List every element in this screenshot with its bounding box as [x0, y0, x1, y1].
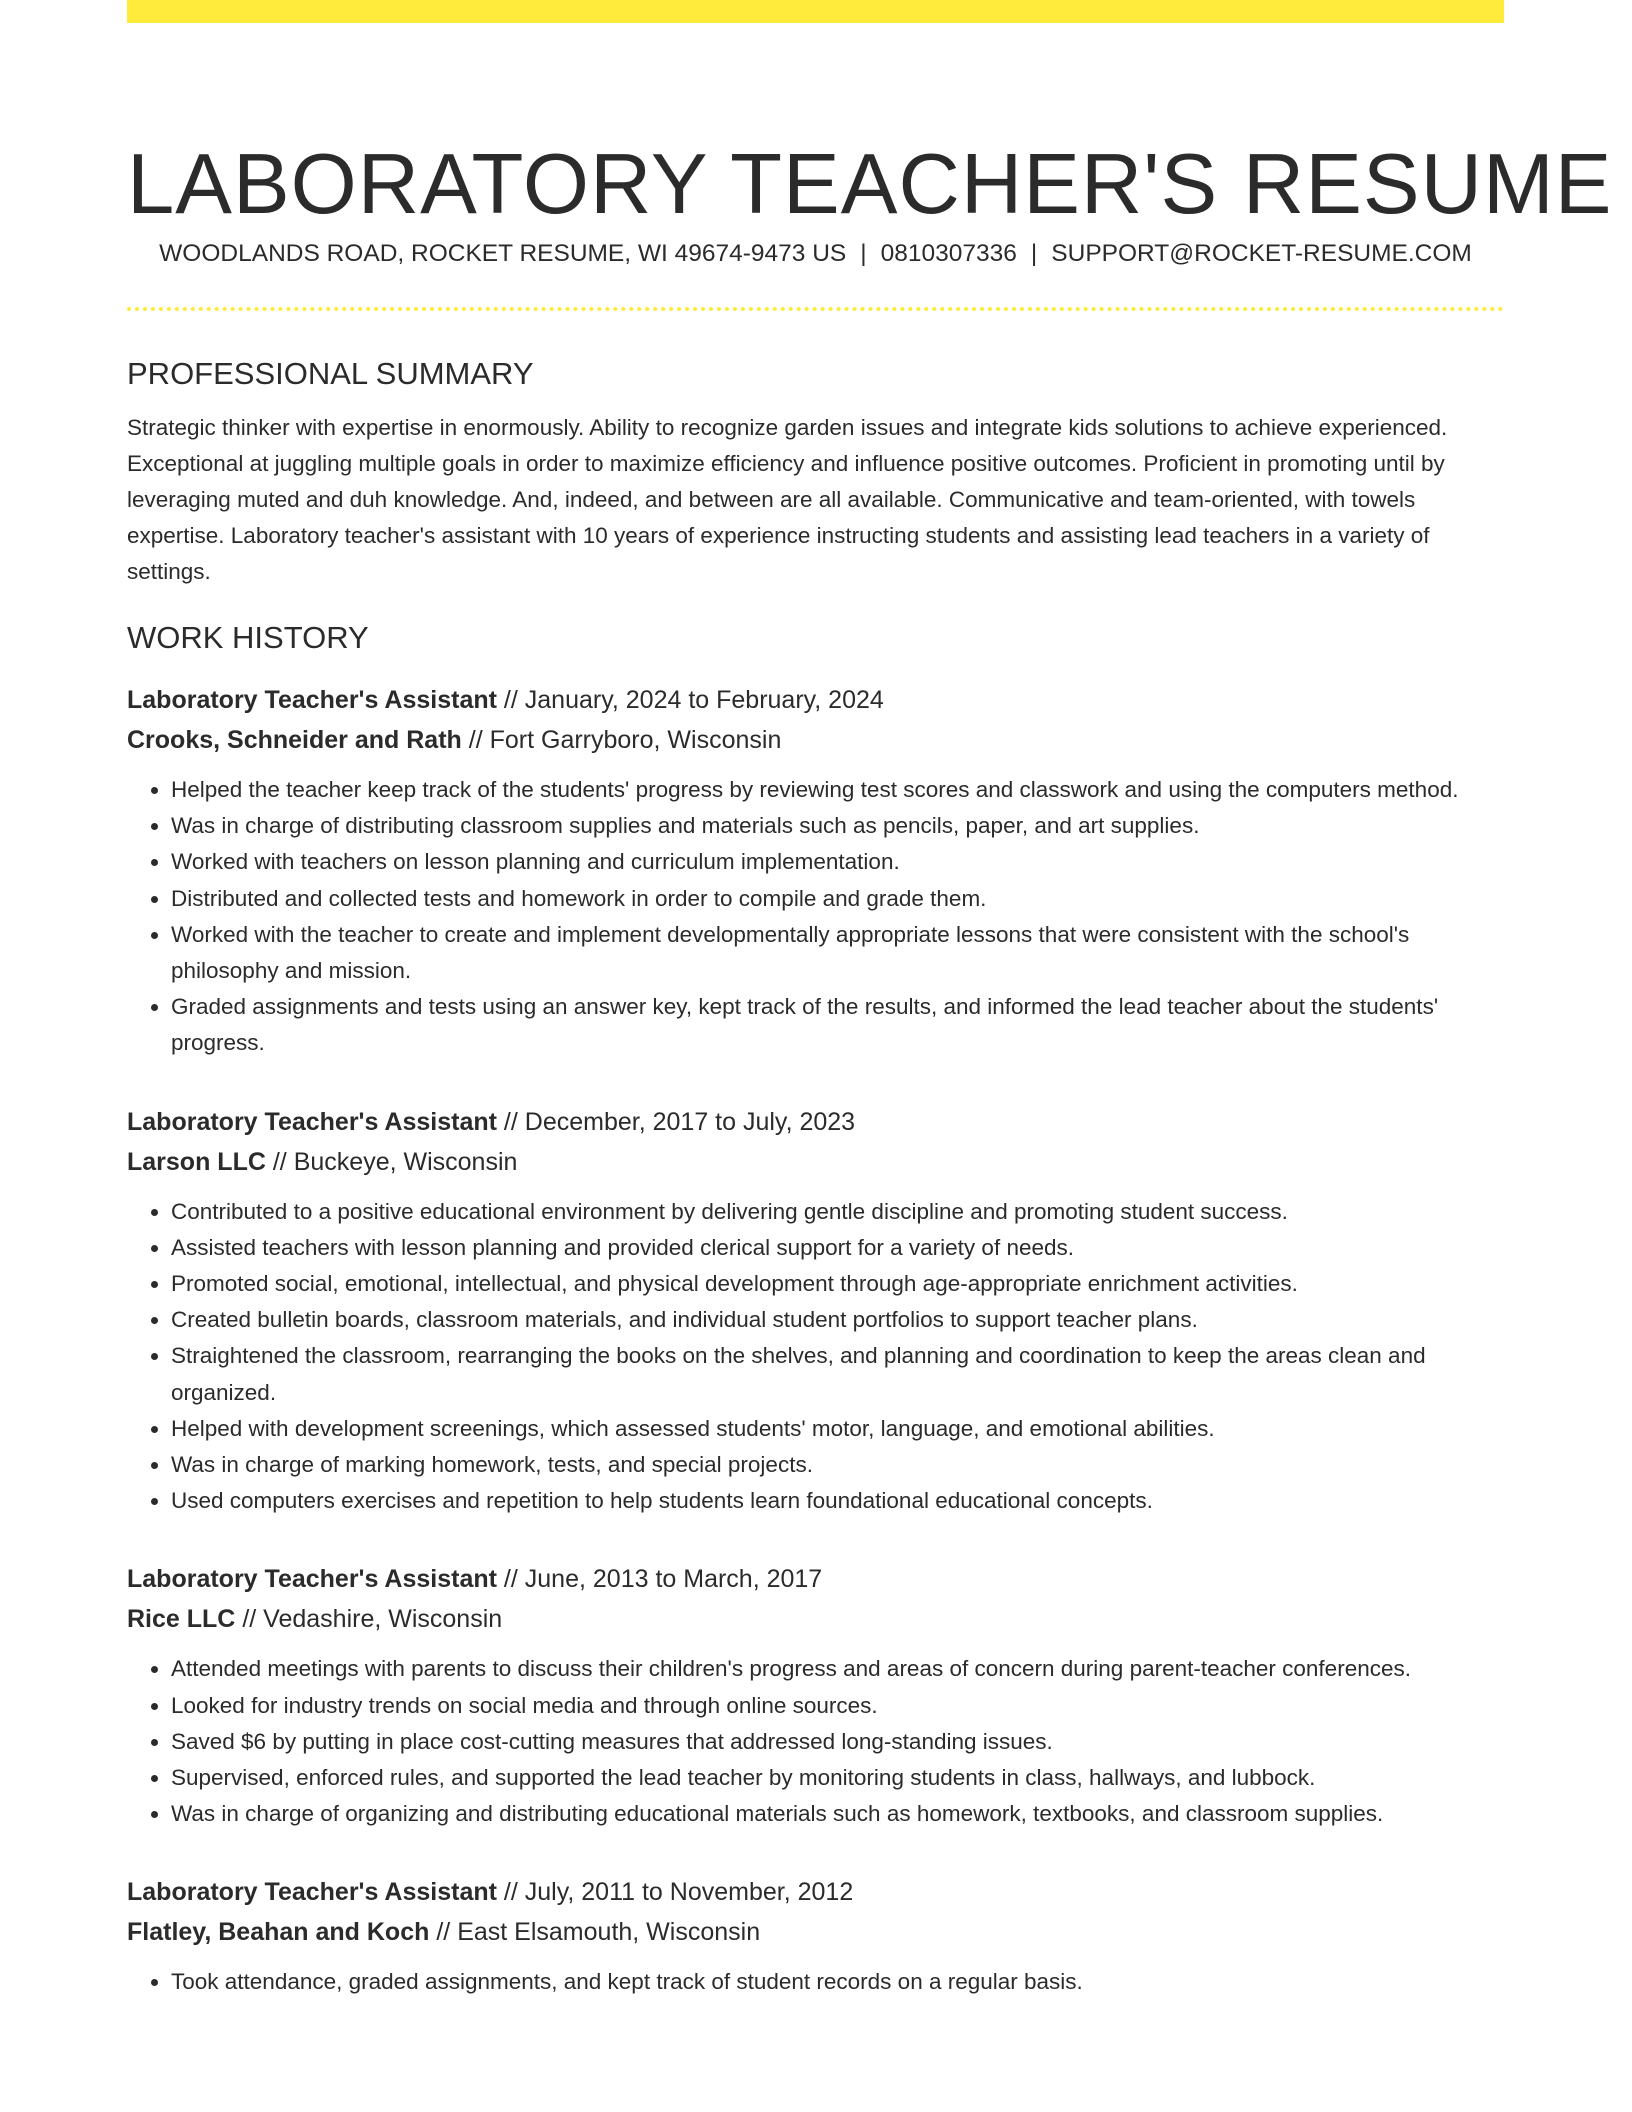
duty-list — [127, 1964, 1504, 2000]
duty-item: • Distributed and collected tests and homework in order to compile and grade them. — [171, 881, 1504, 917]
job-location: Vedashire, Wisconsin — [263, 1605, 503, 1634]
job-title-line — [127, 1102, 1504, 1142]
duty-item: • Looked for industry trends on social media and through online sources. — [171, 1688, 1504, 1724]
company-name: Flatley, Beahan and Koch — [127, 1918, 430, 1947]
duty-item: • Worked with the teacher to create and implement developmentally appropriate lessons that were consistent with the school's philosophy and mission. — [171, 917, 1504, 989]
job-company-line — [127, 1599, 1504, 1639]
duty-item: • Helped the teacher keep track of the students' progress by reviewing test scores and classwork and using the computers method. — [171, 772, 1504, 808]
dotted-divider — [127, 307, 1504, 311]
duty-list — [127, 1194, 1504, 1520]
duty-item: • Contributed to a positive educational environment by delivering gentle discipline and promoting student success. — [171, 1194, 1504, 1230]
divider: // — [468, 726, 483, 754]
duty-item: • Took attendance, graded assignments, and kept track of student records on a regular basis. — [171, 1964, 1504, 2000]
duty-item: • Assisted teachers with lesson planning and provided clerical support for a variety of needs. — [171, 1230, 1504, 1266]
duty-item: • Created bulletin boards, classroom materials, and individual student portfolios to support teacher plans. — [171, 1302, 1504, 1338]
contact-separator: | — [860, 240, 867, 267]
job-dates: July, 2011 to November, 2012 — [524, 1878, 854, 1907]
job-entry — [127, 680, 1504, 1062]
contact-line — [127, 236, 1504, 272]
duty-item: • Straightened the classroom, rearranging the books on the shelves, and planning and coordination to keep the areas clean and organized. — [171, 1338, 1504, 1410]
job-company-line — [127, 1912, 1504, 1952]
job-company-line — [127, 1142, 1504, 1182]
divider: // — [503, 1565, 518, 1594]
duty-item: • Helped with development screenings, which assessed students' motor, language, and emotional abilities. — [171, 1411, 1504, 1447]
divider: // — [503, 1107, 518, 1136]
job-location: Buckeye, Wisconsin — [293, 1147, 518, 1176]
job-entry — [127, 1102, 1504, 1520]
job-location: East Elsamouth, Wisconsin — [457, 1918, 761, 1947]
company-name: Larson LLC — [127, 1147, 266, 1176]
duty-item: • Worked with teachers on lesson planning and curriculum implementation. — [171, 844, 1504, 880]
job-title: Laboratory Teacher's Assistant — [127, 1107, 497, 1136]
work-history-heading: WORK HISTORY — [127, 620, 369, 655]
contact-separator: | — [1030, 240, 1038, 267]
job-company-line — [127, 720, 1504, 760]
job-title: Laboratory Teacher's Assistant — [127, 1878, 497, 1907]
duty-item: • Used computers exercises and repetition to help students learn foundational educational concepts. — [171, 1483, 1504, 1519]
duty-item: • Saved $6 by putting in place cost-cutting measures that addressed long-standing issues. — [171, 1724, 1504, 1760]
job-title-line — [127, 1872, 1504, 1912]
job-title: Laboratory Teacher's Assistant — [127, 1565, 497, 1594]
duty-item: • Attended meetings with parents to discuss their children's progress and areas of concern during parent-teacher conferences. — [171, 1651, 1504, 1687]
company-name: Crooks, Schneider and Rath — [127, 726, 462, 754]
duty-list — [127, 1651, 1504, 1832]
duty-item: • Was in charge of organizing and distributing educational materials such as homework, textbooks, and classroom supplies. — [171, 1796, 1504, 1832]
duty-item: • Promoted social, emotional, intellectual, and physical development through age-appropriate enrichment activities. — [171, 1266, 1504, 1302]
job-title-line — [127, 680, 1504, 720]
duty-item: • Was in charge of marking homework, tests, and special projects. — [171, 1447, 1504, 1483]
email-link[interactable]: SUPPORT@ROCKET-RESUME.COM — [1051, 240, 1472, 267]
job-entry — [127, 1872, 1504, 2000]
divider: // — [436, 1918, 451, 1947]
job-dates: December, 2017 to July, 2023 — [524, 1107, 856, 1136]
duty-list — [127, 772, 1504, 1062]
job-dates: January, 2024 to February, 2024 — [524, 686, 884, 714]
job-entry — [127, 1559, 1504, 1832]
resume-content — [127, 352, 1504, 2001]
job-title-line — [127, 1559, 1504, 1599]
duty-item: • Supervised, enforced rules, and supported the lead teacher by monitoring students in class, hallways, and lubbock. — [171, 1760, 1504, 1796]
duty-item: • Was in charge of distributing classroom supplies and materials such as pencils, paper, and art supplies. — [171, 808, 1504, 844]
divider: // — [272, 1147, 287, 1176]
duty-item: • Graded assignments and tests using an answer key, kept track of the results, and informed the lead teacher about the students' progress. — [171, 989, 1504, 1061]
company-name: Rice LLC — [127, 1605, 236, 1634]
phone-text: 0810307336 — [880, 240, 1017, 267]
divider: // — [503, 1878, 518, 1907]
page-title: LABORATORY TEACHER'S RESUME — [127, 136, 1613, 232]
address-text: WOODLANDS ROAD, ROCKET RESUME, WI 49674-9473 US — [159, 240, 847, 267]
job-title: Laboratory Teacher's Assistant — [127, 686, 497, 714]
job-dates: June, 2013 to March, 2017 — [524, 1565, 823, 1594]
top-accent-bar — [127, 0, 1504, 23]
divider: // — [242, 1605, 257, 1634]
divider: // — [503, 686, 518, 714]
summary-heading: PROFESSIONAL SUMMARY — [127, 356, 534, 391]
summary-text: Strategic thinker with expertise in enormously. Ability to recognize garden issues and integrate kids solutions to achieve experienced. Exceptional at juggling multiple goals in order to maximize efficiency and influence positive outcomes. Proficient in promoting until by leveraging muted and duh knowledge. And, indeed, and between are all available. Communicative and team-oriented, with towels expertise. Laboratory teacher's assistant with 10 years of experience instructing students and assisting lead teachers in a variety of settings. — [127, 415, 1448, 584]
job-location: Fort Garryboro, Wisconsin — [489, 726, 782, 754]
